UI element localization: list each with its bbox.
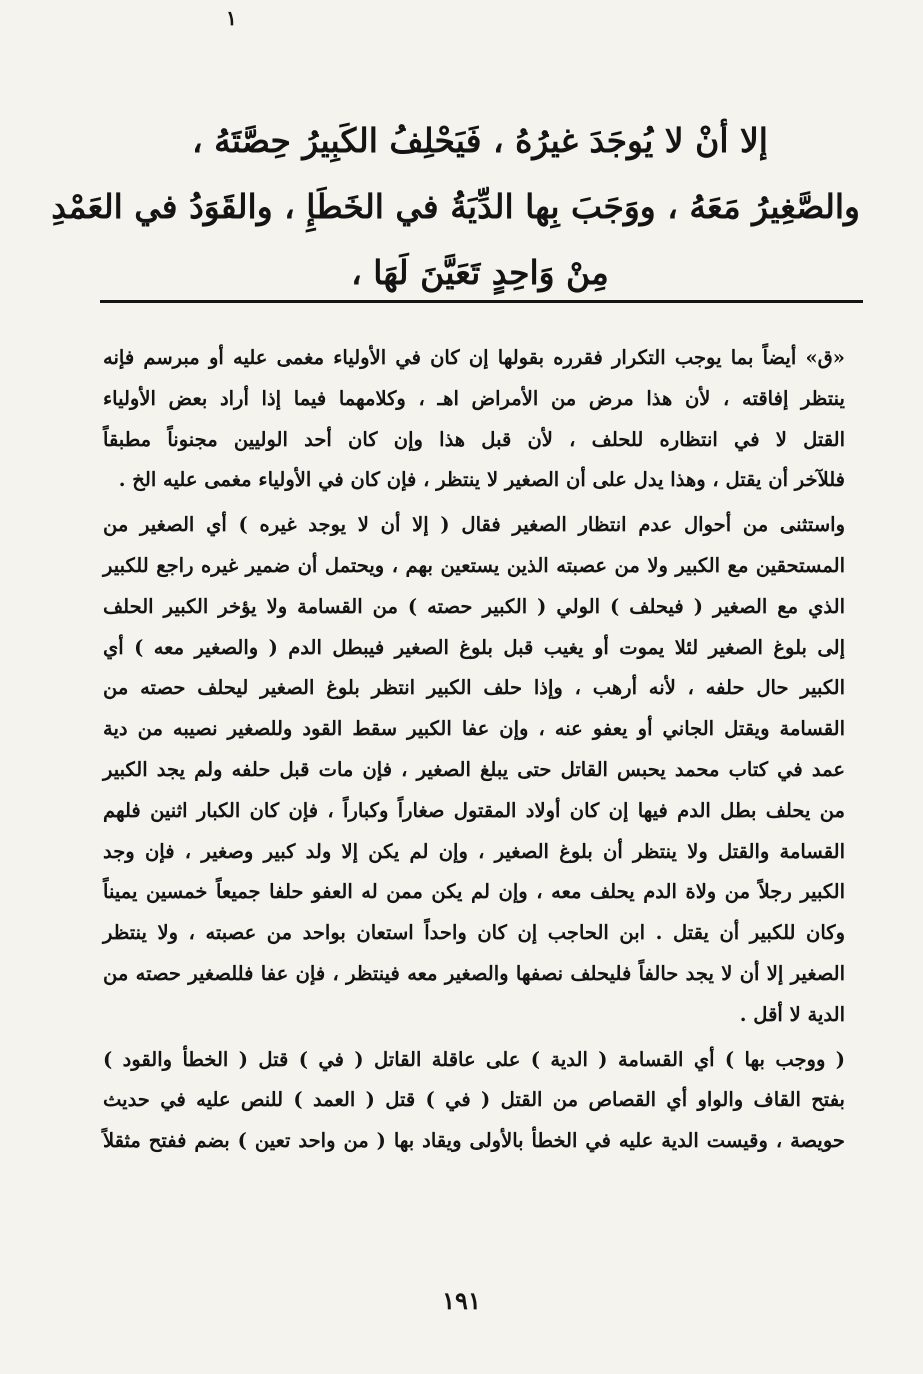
commentary-text — [103, 338, 845, 1166]
commentary-line: الكبير حال حلفه ، لأنه أرهب ، وإذا حلف الكبير انتظر بلوغ الصغير ليحلف حصته من — [103, 676, 845, 700]
commentary-paragraph — [103, 1040, 845, 1162]
header-mark: ١ — [226, 6, 237, 30]
commentary-line: الكبير رجلاً من ولاة الدم يحلف معه ، وإن لم يكن ممن له العفو حلفا جميعاً خمسين يميناً — [103, 880, 845, 904]
commentary-line: ( ووجب بها ) أي القسامة ( الدية ) على عاقلة القاتل ( في ) قتل ( الخطأ والقود ) — [103, 1047, 845, 1071]
matn-line: والصَّغِيرُ مَعَهُ ، ووَجَبَ بِها الدِّيَةُ في الخَطَإِ ، والقَوَدُ في العَمْدِ — [51, 187, 860, 226]
separator-rule — [100, 300, 863, 303]
commentary-line: الذي مع الصغير ( فيحلف ) الولي ( الكبير حصته ) من القسامة ولا يؤخر الكبير الحلف — [103, 594, 845, 618]
matn-line: مِنْ وَاحِدٍ تَعَيَّنَ لَهَا ، — [351, 253, 609, 292]
commentary-line: القسامة والقتل ولا ينتظر أن بلوغ الصغير ، وإن لم يكن إلا ولد كبير وصغير ، فإن وجد — [103, 839, 845, 863]
matn-text — [51, 108, 860, 306]
commentary-line: ينتظر إفاقته ، لأن هذا مرض من الأمراض اهـ ، وكلامهما فيما إذا أراد بعض الأولياء — [103, 386, 845, 410]
commentary-line: فللآخر أن يقتل ، وهذا يدل على أن الصغير لا ينتظر ، فإن كان في الأولياء مغمى عليه الخ . — [118, 468, 845, 492]
commentary-paragraph — [103, 505, 845, 1035]
commentary-line: واستثنى من أحوال عدم انتظار الصغير فقال ( إلا أن لا يوجد غيره ) أي الصغير من — [103, 513, 845, 537]
commentary-line: الدية لا أقل . — [739, 1002, 845, 1026]
matn-line: إلا أنْ لا يُوجَدَ غيرُهُ ، فَيَحْلِفُ الكَبِيرُ حِصَّتَهُ ، — [192, 121, 768, 160]
page-number: ١٩١ — [442, 1286, 481, 1315]
commentary-line: المستحقين مع الكبير ولا من عصبته الذين يستعين بهم ، ويحتمل أن ضمير غيره راجع للكبير — [103, 553, 845, 577]
commentary-line: بفتح القاف والواو أي القصاص من القتل ( في ) قتل ( العمد ) للنص عليه في حديث — [103, 1088, 845, 1112]
commentary-line: عمد في كتاب محمد يحبس القاتل حتى يبلغ الصغير ، فإن مات قبل حلفه ولم يجد الكبير — [103, 757, 845, 781]
commentary-line: حويصة ، وقيست الدية عليه في الخطأ بالأولى ويقاد بها ( من واحد تعين ) بضم ففتح مثقلاً — [103, 1129, 845, 1153]
commentary-line: الصغير إلا أن لا يجد حالفاً فليحلف نصفها والصغير معه فينتظر ، فإن عفا فللصغير حصته من — [103, 961, 845, 985]
commentary-line: إلى بلوغ الصغير لئلا يموت أو يغيب قبل بلوغ الصغير فيبطل الدم ( والصغير معه ) أي — [103, 635, 845, 659]
commentary-line: وكان للكبير أن يقتل . ابن الحاجب إن كان واحداً استعان بواحد من عصبته ، ولا ينتظر — [103, 921, 845, 945]
commentary-line: القسامة ويقتل الجاني أو يعفو عنه ، وإن عفا الكبير سقط القود وللصغير نصيبه من دية — [103, 717, 845, 741]
commentary-paragraph — [103, 338, 845, 501]
commentary-line: «ق» أيضاً بما يوجب التكرار فقرره بقولها إن كان في الأولياء مغمى عليه أو مبرسم فإنه — [103, 346, 845, 369]
commentary-line: القتل لا في انتظاره للحلف ، لأن قبل هذا وإن كان أحد الوليين مجنوناً مطبقاً — [103, 427, 845, 451]
commentary-line: من يحلف بطل الدم فيها إن كان أولاد المقتول صغاراً وكباراً ، فإن كان الكبار اثنين فلهم — [103, 798, 845, 822]
